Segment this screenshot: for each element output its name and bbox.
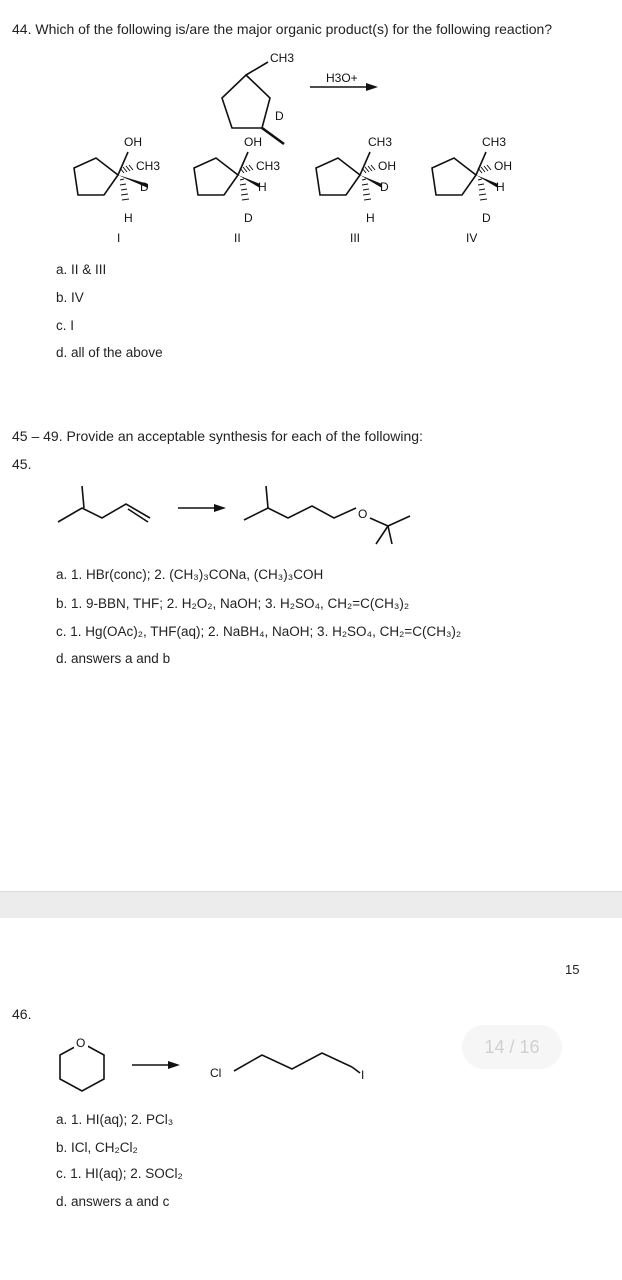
q44-option-b[interactable]: b. IV xyxy=(56,290,84,305)
reactant-ch3-label: CH3 xyxy=(270,51,295,65)
q44-reaction-scheme xyxy=(0,40,622,250)
structure-4-right-label: H xyxy=(496,180,505,194)
structure-3-wedge-label: OH xyxy=(378,159,396,173)
reaction-arrow-head xyxy=(366,83,378,91)
structure-4-top-label: CH3 xyxy=(482,135,507,149)
structure-2-roman: II xyxy=(234,231,241,245)
q45-number: 45. xyxy=(12,456,32,472)
q46-ring-o-label: O xyxy=(76,1036,86,1050)
q45-option-c[interactable]: c. 1. Hg(OAc)₂, THF(aq); 2. NaBH₄, NaOH; 3. H₂SO₄, CH₂=C(CH₃)₂ xyxy=(56,624,462,639)
q46-option-b[interactable]: b. ICl, CH₂Cl₂ xyxy=(56,1140,138,1155)
structure-2-top-label: OH xyxy=(244,135,262,149)
page-separator xyxy=(0,891,622,918)
structure-2-bottom-label: D xyxy=(244,211,253,225)
reactant-cyclopentane-ring xyxy=(222,75,270,128)
structure-4-roman: IV xyxy=(466,231,478,245)
q44-option-c[interactable]: c. I xyxy=(56,318,75,333)
q46-option-c[interactable]: c. 1. HI(aq); 2. SOCl₂ xyxy=(56,1166,183,1181)
structure-4-bottom-label: D xyxy=(482,211,491,225)
reagent-label: H3O+ xyxy=(326,71,358,85)
page-indicator-badge: 14 / 16 xyxy=(462,1025,562,1069)
q45-option-a[interactable]: a. 1. HBr(conc); 2. (CH₃)₃CONa, (CH₃)₃COH xyxy=(56,567,324,582)
reactant-d-label: D xyxy=(275,109,284,123)
q44-option-d[interactable]: d. all of the above xyxy=(56,345,163,360)
q45-reaction-scheme xyxy=(0,478,622,548)
structure-3-top-label: CH3 xyxy=(368,135,393,149)
q45-option-d[interactable]: d. answers a and b xyxy=(56,651,171,666)
page-number: 15 xyxy=(565,962,580,977)
structure-1-roman: I xyxy=(117,231,121,245)
q46-option-a[interactable]: a. 1. HI(aq); 2. PCl₃ xyxy=(56,1112,174,1127)
structure-1-right-label: D xyxy=(140,180,149,194)
q46-product-cl-label: Cl xyxy=(210,1066,222,1080)
structure-3-right-label: D xyxy=(380,180,389,194)
q46-number: 46. xyxy=(12,1006,32,1022)
structure-2-wedge-label: CH3 xyxy=(256,159,281,173)
q45-49-header: 45 – 49. Provide an acceptable synthesis for each of the following: xyxy=(12,428,423,444)
structure-4-wedge-label: OH xyxy=(494,159,512,173)
oxane-ring xyxy=(60,1043,104,1091)
q46-reaction-scheme xyxy=(0,1025,460,1105)
structure-1-top-label: OH xyxy=(124,135,142,149)
q44-option-a[interactable]: a. II & III xyxy=(56,262,107,277)
structure-2-right-label: H xyxy=(258,180,267,194)
q46-product-i-label: I xyxy=(361,1068,365,1082)
question-44-text: 44. Which of the following is/are the major organic product(s) for the following reaction? xyxy=(12,21,553,37)
structure-3-bottom-label: H xyxy=(366,211,375,225)
structure-1-wedge-label: CH3 xyxy=(136,159,161,173)
q45-option-b[interactable]: b. 1. 9-BBN, THF; 2. H₂O₂, NaOH; 3. H₂SO₄, CH₂=C(CH₃)₂ xyxy=(56,596,410,611)
structure-1-bottom-label: H xyxy=(124,211,133,225)
q46-option-d[interactable]: d. answers a and c xyxy=(56,1194,170,1209)
q45-ether-o-label: O xyxy=(358,507,368,521)
structure-3-roman: III xyxy=(350,231,361,245)
